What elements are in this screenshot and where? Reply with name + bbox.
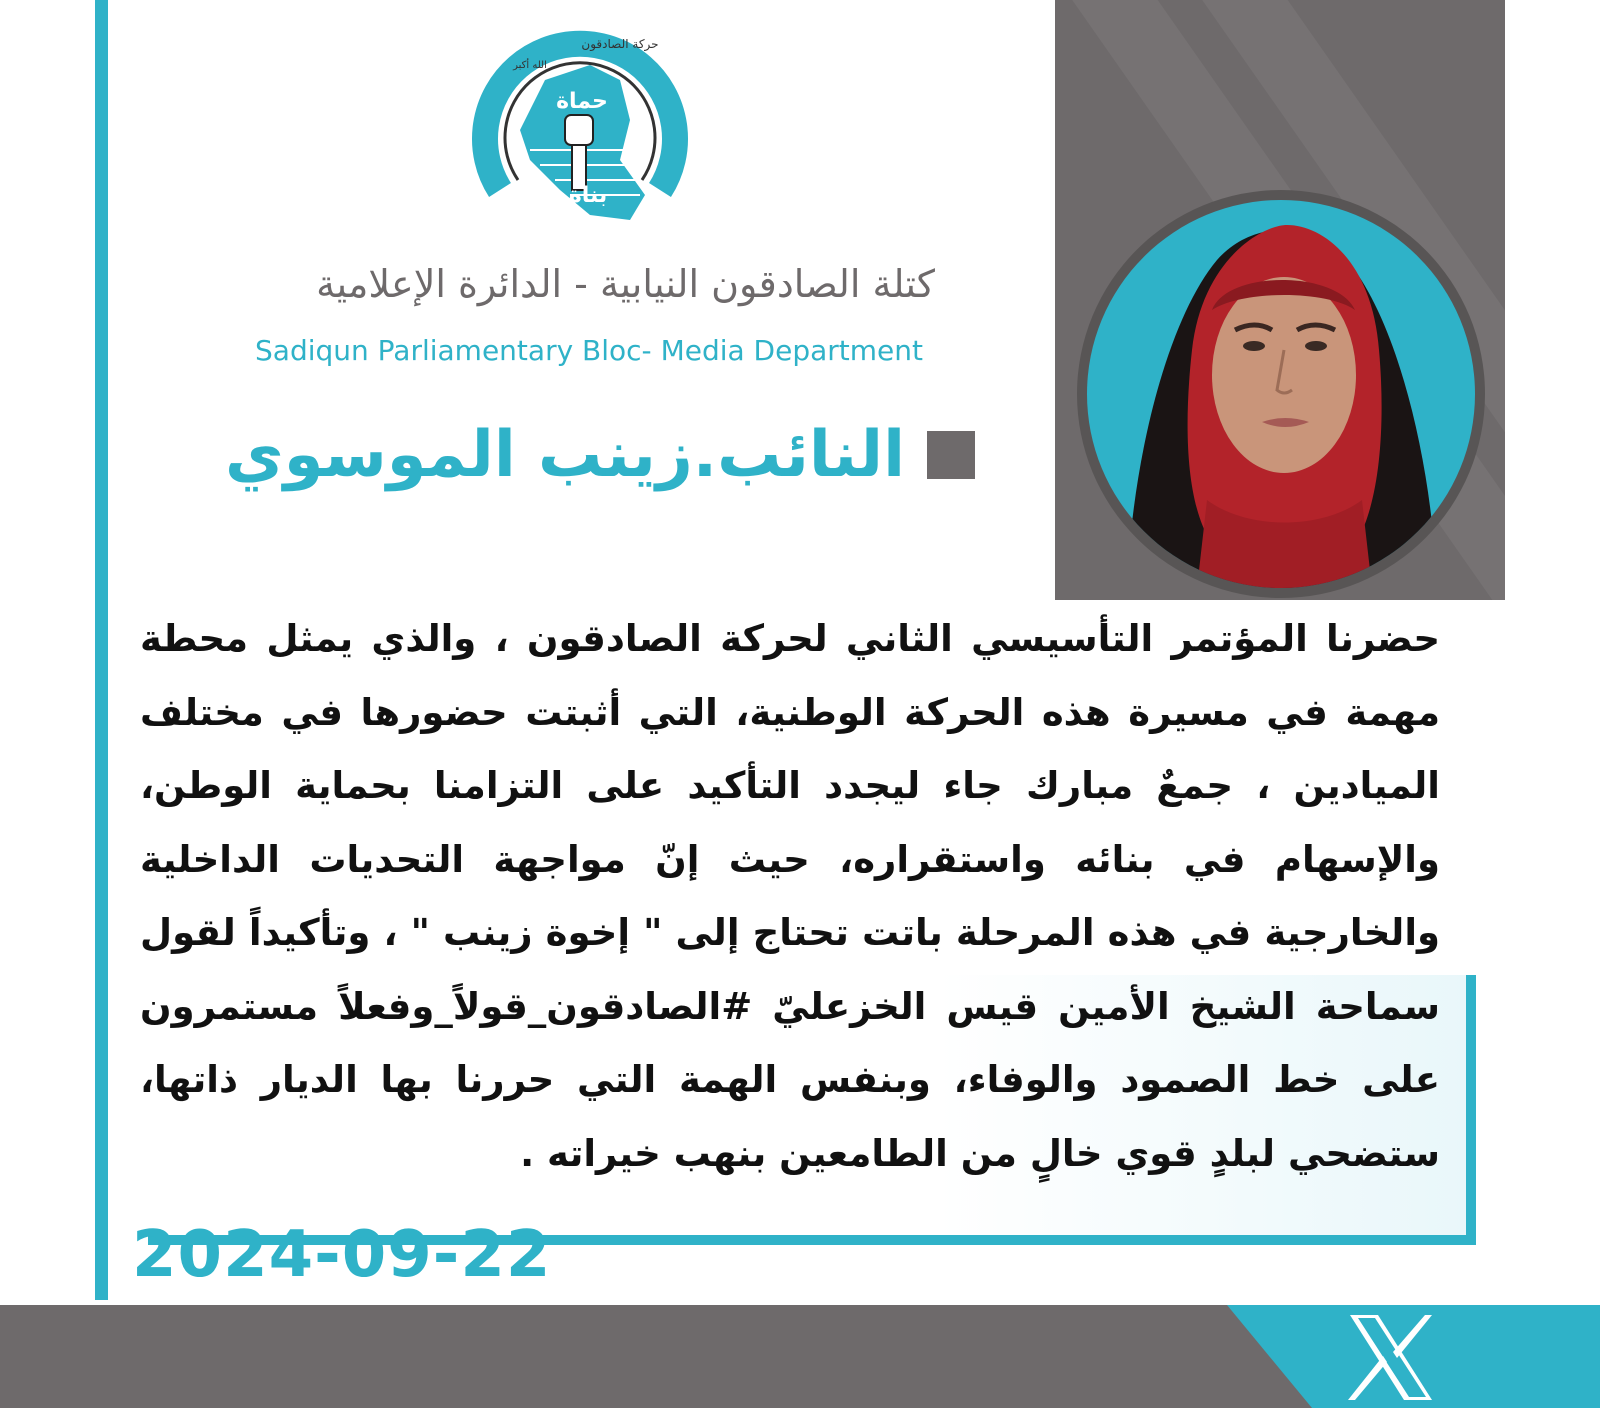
logo-word-top: حماة: [556, 89, 608, 114]
header-english-title: Sadiqun Parliamentary Bloc- Media Department: [255, 334, 923, 367]
portrait-photo: [1087, 200, 1475, 588]
post-date: 2024-09-22: [132, 1218, 552, 1292]
mp-name: النائب.زينب الموسوي: [225, 418, 905, 492]
x-logo-icon[interactable]: [1340, 1310, 1440, 1405]
movement-logo: [470, 20, 690, 240]
logo-arc-text: حركة الصادقون: [581, 37, 659, 51]
left-accent-bar: [95, 0, 108, 1300]
header-arabic-title: كتلة الصادقون النيابية - الدائرة الإعلامية: [316, 262, 935, 306]
name-bullet-square: [927, 431, 975, 479]
logo-arc-text-left: الله أكبر: [513, 60, 547, 71]
statement-text: حضرنا المؤتمر التأسيسي الثاني لحركة الصادقون ، والذي يمثل محطة مهمة في مسيرة هذه الحركة الوطنية، التي أثبتت حضورها في مختلف الميادين ، جمعٌ مبارك جاء ليجدد التأكيد على التزامنا بحماية الوطن، والإسهام في بنائه واستقراره، حيث إنّ مواجهة التحديات الداخلية والخارجية في هذه المرحلة باتت تحتاج إلى " إخوة زينب " ، وتأكيداً لقول سماحة الشيخ الأمين قيس الخزعليّ #الصادقون_قولاً_وفعلاً مستمرون على خط الصمود والوفاء، وبنفس الهمة التي حررنا بها الديار ذاتها، ستضحي لبلدٍ قوي خالٍ من الطامعين بنهب خيراته .: [140, 617, 1440, 1175]
logo-word-bottom: بناة: [568, 183, 608, 208]
mp-name-row: [225, 418, 975, 492]
